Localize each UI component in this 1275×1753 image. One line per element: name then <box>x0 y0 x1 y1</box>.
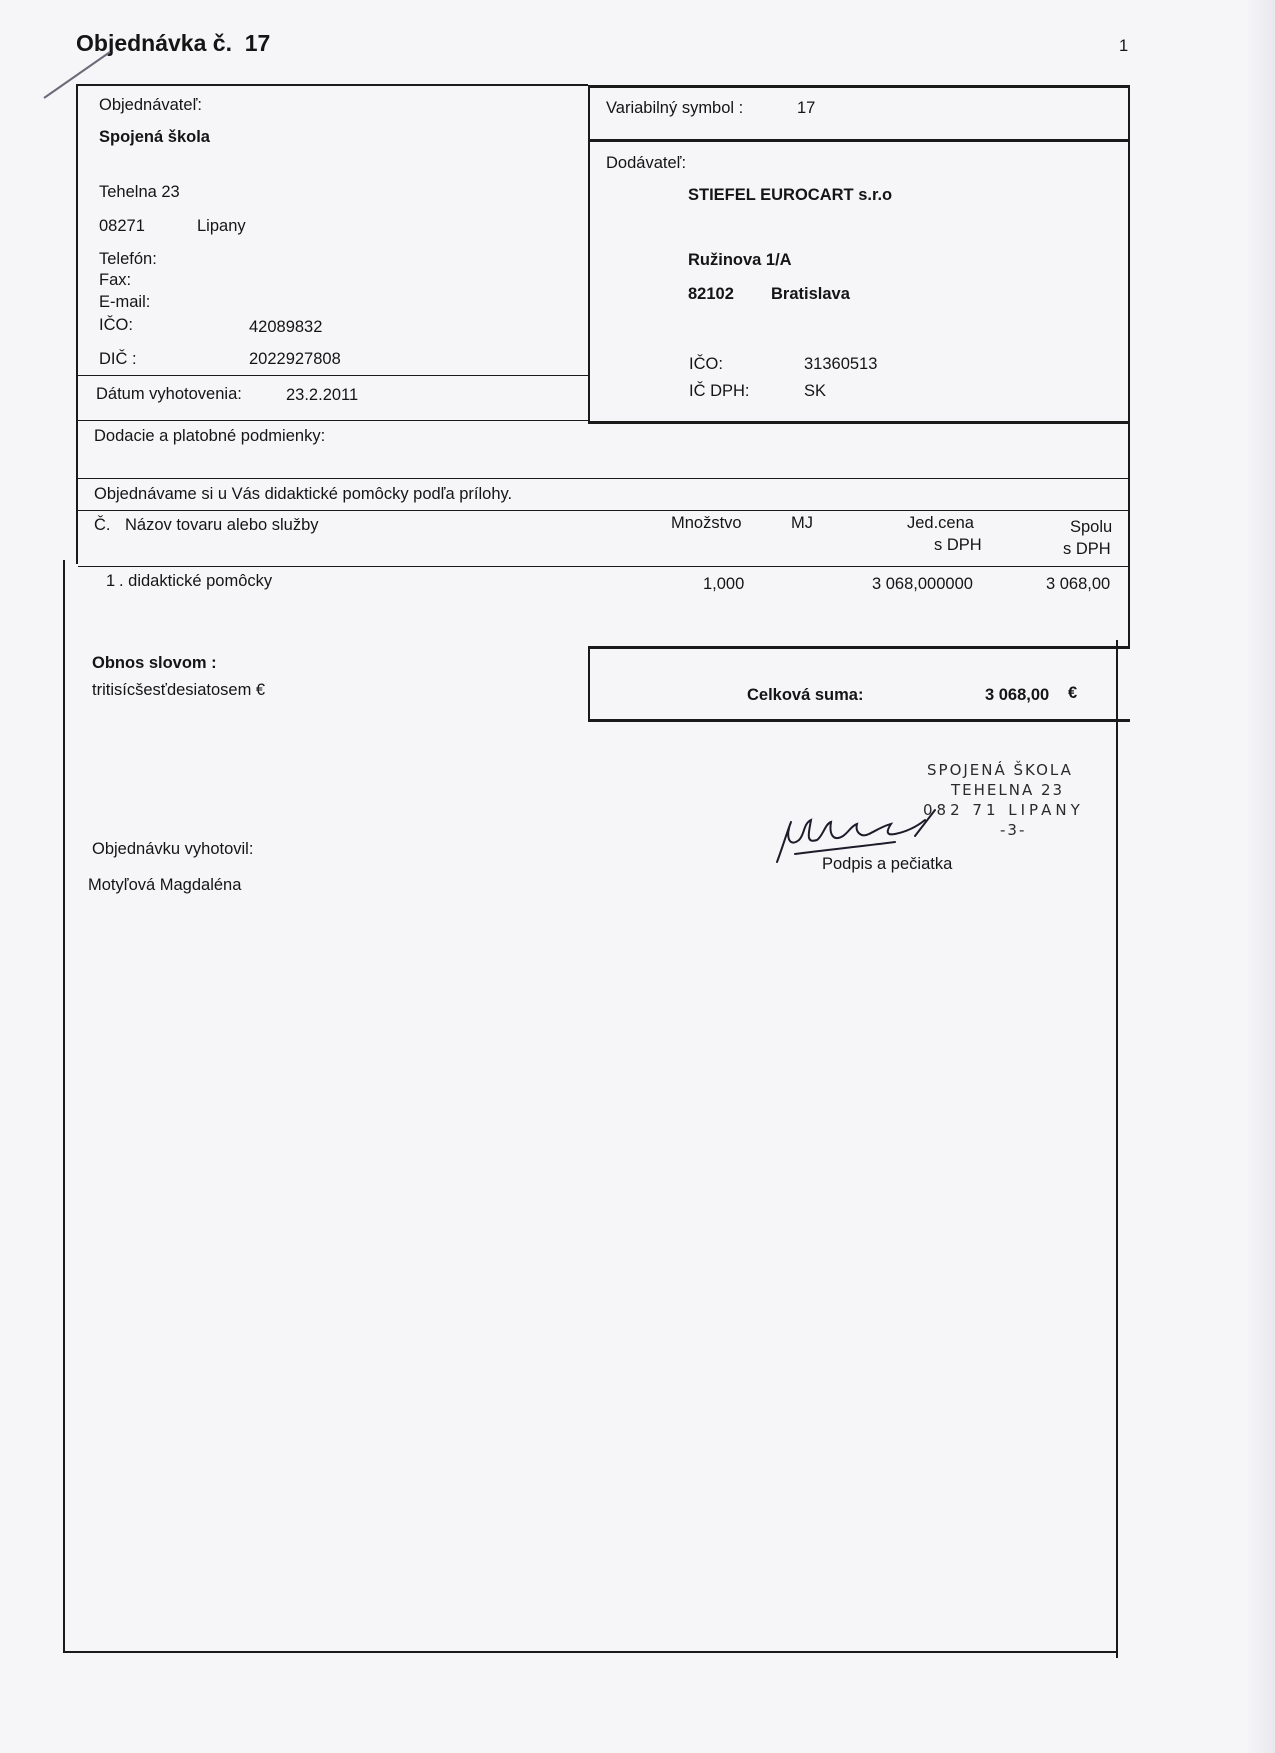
terms-top-line <box>78 420 588 421</box>
stamp-line-1: SPOJENÁ ŠKOLA <box>927 761 1073 779</box>
row-qty: 1,000 <box>703 575 745 593</box>
row-no: 1 <box>106 572 116 590</box>
supplier-name: STIEFEL EUROCART s.r.o <box>688 186 893 204</box>
stamp-line-2: TEHELNA 23 <box>951 781 1065 799</box>
orderer-name: Spojená škola <box>99 128 210 146</box>
supplier-zip: 82102 <box>688 285 734 303</box>
col-header-unit: MJ <box>791 514 813 532</box>
frame-top-right <box>588 85 1130 88</box>
supplier-icdph-label: IČ DPH: <box>689 382 750 400</box>
frame-left <box>76 84 78 564</box>
orderer-ico-label: IČO: <box>99 316 133 334</box>
prepared-by-name: Motyľová Magdaléna <box>88 876 242 894</box>
in-words-value: tritisícšesťdesiatosem € <box>92 681 266 699</box>
orderer-street: Tehelna 23 <box>99 183 180 201</box>
total-box-top <box>588 646 1130 649</box>
supplier-ico-label: IČO: <box>689 355 723 373</box>
frame-left-lower <box>63 560 65 1653</box>
col-header-total-2: s DPH <box>1063 540 1111 558</box>
signature-label: Podpis a pečiatka <box>822 855 953 873</box>
orderer-dic: 2022927808 <box>249 350 341 368</box>
supplier-label: Dodávateľ: <box>606 154 687 172</box>
col-header-no: Č. <box>94 516 111 534</box>
supplier-city: Bratislava <box>771 285 850 303</box>
frame-right <box>1128 86 1130 646</box>
supplier-box-left <box>588 86 590 423</box>
orderer-dic-label: DIČ : <box>99 350 137 368</box>
orderer-label: Objednávateľ: <box>99 96 202 114</box>
scan-edge-shadow <box>1245 0 1275 1753</box>
variable-symbol-value: 17 <box>797 99 816 117</box>
row-name: . didaktické pomôcky <box>119 572 273 590</box>
orderer-city: Lipany <box>197 217 246 235</box>
row-price: 3 068,000000 <box>872 575 973 593</box>
frame-top-left <box>76 84 588 86</box>
total-label: Celková suma: <box>747 686 864 704</box>
total-box-bottom <box>588 719 1130 722</box>
supplier-box-bottom <box>588 421 1130 424</box>
table-header-top-line <box>78 510 1128 511</box>
terms-label: Dodacie a platobné podmienky: <box>94 427 326 445</box>
col-header-name: Názov tovaru alebo služby <box>125 516 319 534</box>
table-header-bottom-line <box>78 566 1128 567</box>
total-currency: € <box>1068 684 1078 702</box>
supplier-box-divider <box>588 139 1130 142</box>
row-total: 3 068,00 <box>1046 575 1111 593</box>
col-header-qty: Množstvo <box>671 514 742 532</box>
col-header-total-1: Spolu <box>1070 518 1113 536</box>
supplier-street: Ružinova 1/A <box>688 251 792 269</box>
fax-label: Fax: <box>99 271 132 289</box>
email-label: E-mail: <box>99 293 151 311</box>
variable-symbol-label: Variabilný symbol : <box>606 99 744 117</box>
phone-label: Telefón: <box>99 250 157 268</box>
orderer-ico: 42089832 <box>249 318 323 336</box>
order-number: 17 <box>244 30 271 56</box>
in-words-label: Obnos slovom : <box>92 654 217 672</box>
stamp-line-4: -3- <box>1000 821 1027 839</box>
date-top-line <box>78 375 588 376</box>
date-value: 23.2.2011 <box>286 386 359 404</box>
total-value: 3 068,00 <box>985 686 1050 704</box>
supplier-ico: 31360513 <box>804 355 878 373</box>
intro-text: Objednávame si u Vás didaktické pomôcky podľa prílohy. <box>94 485 513 503</box>
col-header-price-1: Jed.cena <box>907 514 974 532</box>
prepared-by-label: Objednávku vyhotovil: <box>92 840 254 858</box>
date-label: Dátum vyhotovenia: <box>96 385 242 403</box>
total-box-left <box>588 646 590 722</box>
terms-bottom-line <box>78 478 1128 479</box>
orderer-zip: 08271 <box>99 217 145 235</box>
frame-right-lower <box>1116 640 1118 1658</box>
col-header-price-2: s DPH <box>934 536 982 554</box>
title-label: Objednávka č. <box>76 30 232 56</box>
supplier-icdph: SK <box>804 382 827 400</box>
page-number: 1 <box>1119 37 1129 55</box>
frame-bottom <box>63 1651 1118 1653</box>
stamp-line-3: 082 71 LIPANY <box>923 801 1084 819</box>
